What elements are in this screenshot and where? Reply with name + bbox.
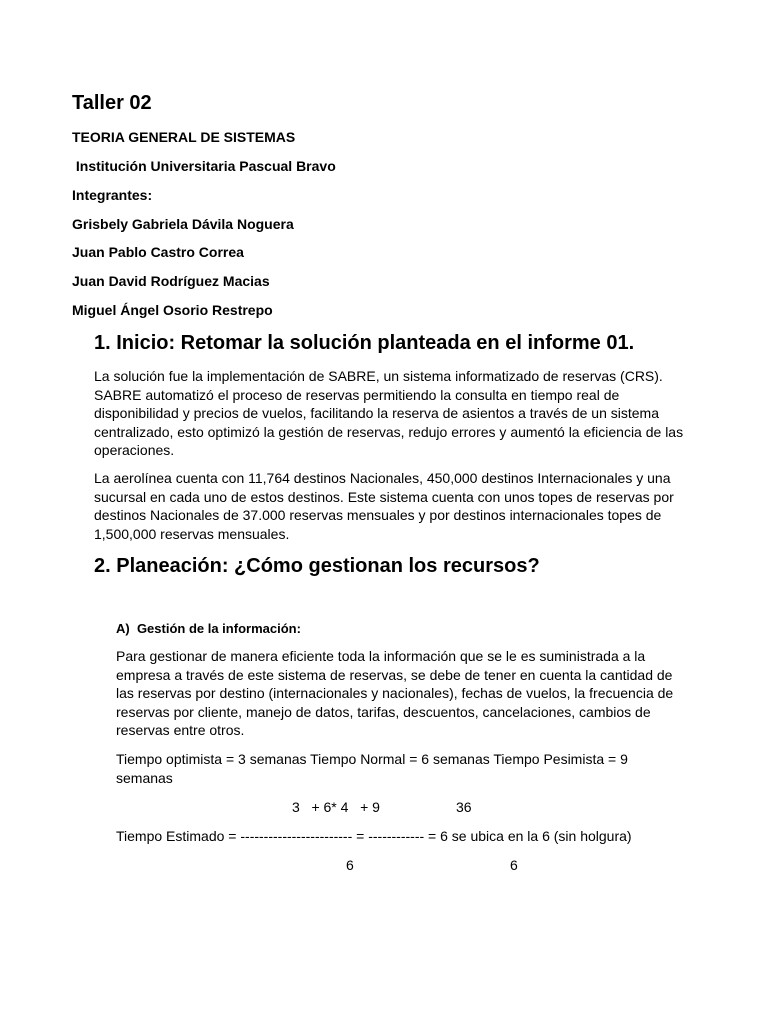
subsection-a-heading: A) Gestión de la información: xyxy=(116,621,301,636)
subsection-a-paragraph: Para gestionar de manera eficiente toda la información que se le es suministrada a la empresa a través de este sistema de reservas, se debe de tener en cuenta la cantidad de las reservas por destino (internacionales y nacionales), fechas de vuelos, la frecuencia de reservas por cliente, manejo de datos, tarifas, descuentos, cancelaciones, cambios de reservas entre otros. xyxy=(116,648,674,738)
formula-numerator-right: 36 xyxy=(456,799,472,815)
course-name: TEORIA GENERAL DE SISTEMAS xyxy=(72,129,296,145)
section2-heading: 2. Planeación: ¿Cómo gestionan los recursos? xyxy=(94,555,540,577)
institution-name: Institución Universitaria Pascual Bravo xyxy=(72,158,336,174)
estimated-time-formula: Tiempo Estimado = ------------------------ = ------------ = 6 se ubica en la 6 (sin holgura) xyxy=(116,828,632,844)
time-estimates: Tiempo optimista = 3 semanas Tiempo Normal = 6 semanas Tiempo Pesimista = 9 semanas xyxy=(116,751,628,786)
member-name: Juan David Rodríguez Macias xyxy=(72,273,270,289)
member-name: Juan Pablo Castro Correa xyxy=(72,244,244,260)
formula-denominator-left: 6 xyxy=(346,857,354,873)
formula-numerator-left: 3 + 6* 4 + 9 xyxy=(292,799,380,815)
section1-paragraph1: La solución fue la implementación de SABRE, un sistema informatizado de reservas (CRS). SABRE automatizó el proceso de reservas permitiendo la consulta en tiempo real de disponibilidad y precios de vuelos, facilitando la reserva de asientos a través de un sistema centralizado, esto optimizó la gestión de reservas, redujo errores y aumentó la eficiencia de las operaciones. xyxy=(94,368,684,458)
section1-heading: 1. Inicio: Retomar la solución planteada en el informe 01. xyxy=(94,332,635,354)
members-label: Integrantes: xyxy=(72,187,153,203)
formula-denominator-right: 6 xyxy=(510,857,518,873)
section1-paragraph2: La aerolínea cuenta con 11,764 destinos Nacionales, 450,000 destinos Internacionales y una sucursal en cada uno de estos destinos. Este sistema cuenta con unos topes de reservas por destinos Nacionales de 37.000 reservas mensuales y por destinos internacionales topes de 1,500,000 reservas mensuales. xyxy=(94,470,674,542)
member-name: Miguel Ángel Osorio Restrepo xyxy=(72,302,273,318)
member-name: Grisbely Gabriela Dávila Noguera xyxy=(72,216,294,232)
document-title: Taller 02 xyxy=(72,92,152,114)
